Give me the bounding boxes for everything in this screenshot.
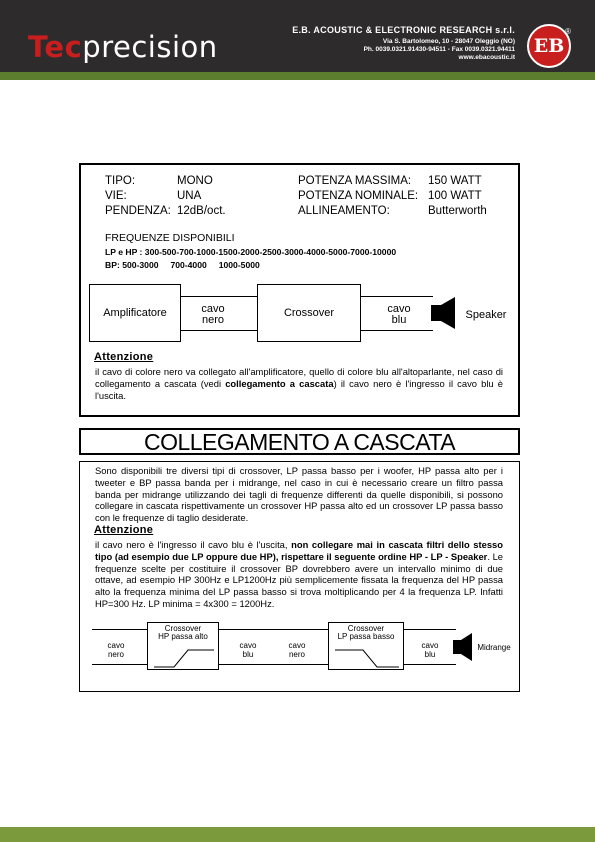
logo-precision: precision (82, 30, 218, 64)
cable-black-label-2: cavo nero (288, 641, 306, 659)
cable-blue-label-2: cavo blu (421, 641, 439, 659)
crossover-block: Crossover (257, 284, 361, 342)
company-name: E.B. ACOUSTIC & ELECTRONIC RESEARCH s.r.l. (292, 25, 515, 35)
wire-top-2 (361, 296, 433, 297)
vie-value: UNA (177, 190, 202, 202)
logo-tec: Tec (28, 30, 83, 64)
tipo-label: TIPO: (105, 175, 136, 187)
attention-text-1: il cavo di colore nero va collegato all'amplificatore, quello di colore blu all'altoparlante, nel caso di collegamento a cascata (vedi collegamento a cascata) il cavo nero è l'ingresso il cavo blu è l'uscita. (95, 366, 504, 401)
company-website: www.ebacoustic.it (458, 54, 515, 61)
registered-mark: ® (565, 27, 571, 36)
eb-logo-icon: EB (527, 24, 571, 68)
potenza-massima-value: 150 WATT (428, 175, 482, 187)
tipo-value: MONO (177, 175, 213, 187)
page-header (0, 0, 595, 72)
header-stripe (0, 72, 595, 80)
attention-heading-2: Attenzione (94, 524, 154, 536)
wire-bottom-2 (361, 330, 433, 331)
highpass-curve-icon (148, 647, 218, 669)
speaker-icon (431, 297, 457, 329)
cascade-attention-text: il cavo nero è l'ingresso il cavo blu è l'uscita, non collegare mai in cascata filtri dello stesso tipo (ad esempio due LP oppure due HP), rispettare il seguente ordine HP - LP - Speaker. Le frequenze scelte per costituire il crossover BP dovrebbero avere un intervallo minimo di due ottave, ad esempio HP 300Hz e LP1200Hz più semplicemente fissata la frequenza del HP passa alto la frequenza minima del LP passa basso si trova moltiplicando per 4 la frequenza LP. Infatti HP=300 Hz. LP minima = 4x300 = 1200Hz. (95, 539, 504, 609)
wire-top-1 (180, 296, 258, 297)
cable-blue-label-1: cavo blu (239, 641, 257, 659)
amplifier-block: Amplificatore (89, 284, 181, 342)
footer-stripe (0, 827, 595, 842)
allineamento-value: Butterworth (428, 205, 487, 217)
company-address: Via S. Bartolomeo, 10 - 28047 Oleggio (NO) (382, 38, 515, 45)
cable-blue-label: cavo blu (387, 303, 411, 326)
wire-bottom-1 (180, 330, 258, 331)
section-title: COLLEGAMENTO A CASCATA (79, 428, 520, 455)
midrange-label: Midrange (477, 643, 511, 652)
allineamento-label: ALLINEAMENTO: (298, 205, 390, 217)
pendenza-value: 12dB/oct. (177, 205, 226, 217)
midrange-speaker-icon (453, 633, 473, 661)
crossover-hp-block: Crossover HP passa alto (147, 622, 219, 670)
frequencies-lp-hp: LP e HP : 300-500-700-1000-1500-2000-2500-3000-4000-5000-7000-10000 (105, 247, 397, 257)
vie-label: VIE: (105, 190, 127, 202)
lowpass-curve-icon (329, 647, 403, 669)
cascade-intro: Sono disponibili tre diversi tipi di crossover, LP passa basso per i woofer, HP passa alto per i tweeter e BP passa banda per i midrange, nel caso in cui è necessario creare un filtro passa banda per midrange utilizzando dei tagli di frequenze differenti da quelle disponibili, si possono collegare in cascata rispettivamente un crossover HP passa alto ed un crossover LP passa basso con le frequenze di taglio desiderate. (95, 465, 503, 524)
attention-heading-1: Attenzione (94, 351, 154, 363)
crossover-lp-block: Crossover LP passa basso (328, 622, 404, 670)
frequencies-title: FREQUENZE DISPONIBILI (105, 232, 235, 244)
company-phone: Ph. 0039.0321.91430-94511 - Fax 0039.0321.94411 (363, 46, 515, 53)
cable-black-label-1: cavo nero (107, 641, 125, 659)
potenza-nominale-label: POTENZA NOMINALE: (298, 190, 419, 202)
speaker-label: Speaker (465, 309, 507, 321)
frequencies-bp: BP: 500-3000 700-4000 1000-5000 (105, 260, 260, 270)
cable-black-label: cavo nero (201, 303, 225, 326)
potenza-nominale-value: 100 WATT (428, 190, 482, 202)
potenza-massima-label: POTENZA MASSIMA: (298, 175, 412, 187)
pendenza-label: PENDENZA: (105, 205, 171, 217)
company-info (292, 25, 515, 62)
tecprecision-logo (28, 30, 218, 64)
